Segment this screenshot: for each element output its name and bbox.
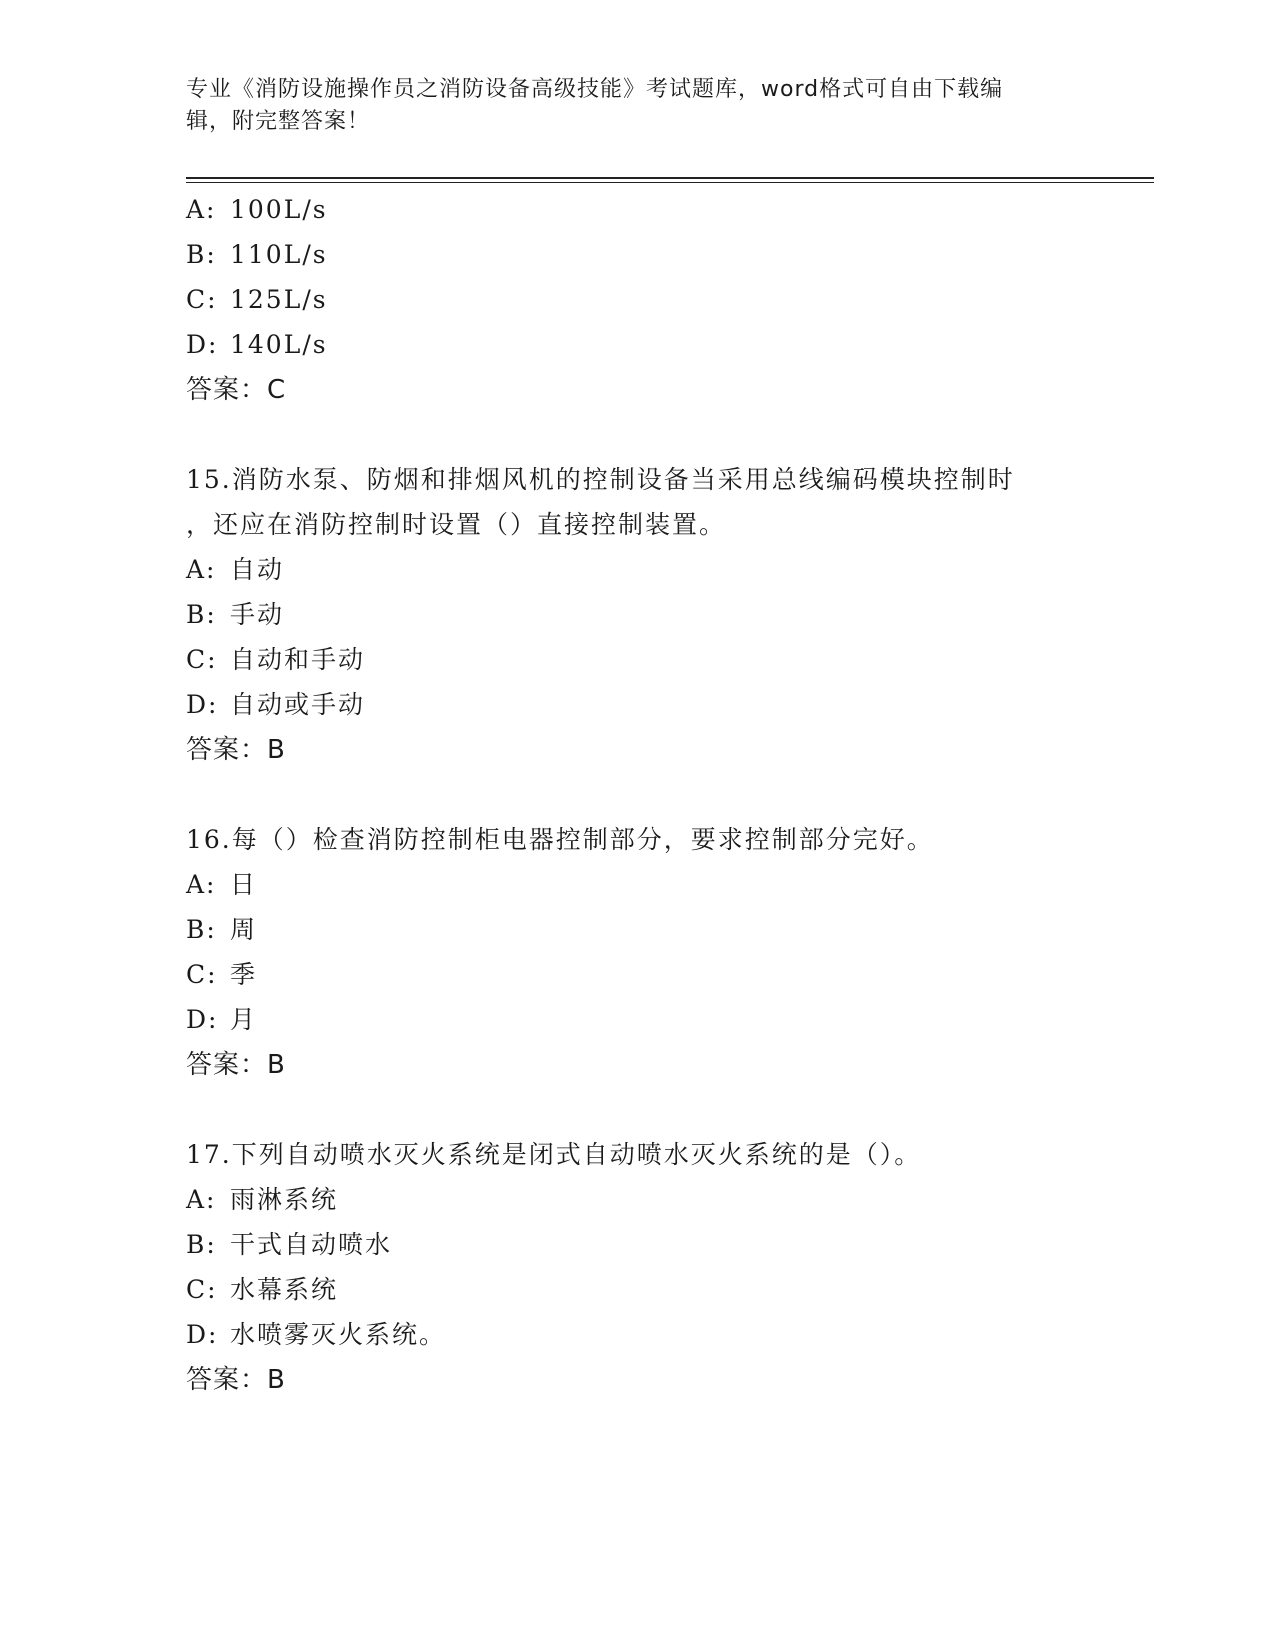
- q17-answer: 答案：B: [186, 1365, 286, 1395]
- q16-answer: 答案：B: [186, 1050, 286, 1080]
- q16-stem: 16.每（）检查消防控制柜电器控制部分，要求控制部分完好。: [186, 825, 934, 854]
- q15-stem-line-2: ，还应在消防控制时设置（）直接控制装置。: [186, 510, 727, 539]
- q17-option-d: D: 水喷雾灭火系统。: [186, 1320, 447, 1349]
- q15-answer: 答案：B: [186, 735, 286, 765]
- q15-option-c: C: 自动和手动: [186, 645, 366, 674]
- q17-option-c: C: 水幕系统: [186, 1275, 339, 1304]
- header-line-2: 辑，附完整答案！: [186, 109, 371, 134]
- document-header: [186, 74, 1086, 138]
- q17-stem: 17.下列自动喷水灭火系统是闭式自动喷水灭火系统的是（）。: [186, 1140, 922, 1169]
- q16-option-a: A: 日: [186, 870, 258, 899]
- header-line-1: 专业《消防设施操作员之消防设备高级技能》考试题库，word格式可自由下载编: [186, 77, 1004, 102]
- q14-option-c: C: 125L/s: [186, 285, 328, 314]
- q17-option-a: A: 雨淋系统: [186, 1185, 339, 1214]
- q15-stem-line-1: 15.消防水泵、防烟和排烟风机的控制设备当采用总线编码模块控制时: [186, 465, 1015, 494]
- q16-option-c: C: 季: [186, 960, 258, 989]
- q14-answer: 答案：C: [186, 375, 287, 405]
- header-divider-thick: [186, 177, 1154, 179]
- q14-option-b: B: 110L/s: [186, 240, 328, 269]
- q17-option-b: B: 干式自动喷水: [186, 1230, 393, 1259]
- q15-option-a: A: 自动: [186, 555, 285, 584]
- q14-option-a: A: 100L/s: [186, 195, 328, 224]
- q14-option-d: D: 140L/s: [186, 330, 328, 359]
- header-divider-thin: [186, 182, 1154, 183]
- q15-option-b: B: 手动: [186, 600, 285, 629]
- q15-option-d: D: 自动或手动: [186, 690, 366, 719]
- q16-option-b: B: 周: [186, 915, 258, 944]
- q16-option-d: D: 月: [186, 1005, 258, 1034]
